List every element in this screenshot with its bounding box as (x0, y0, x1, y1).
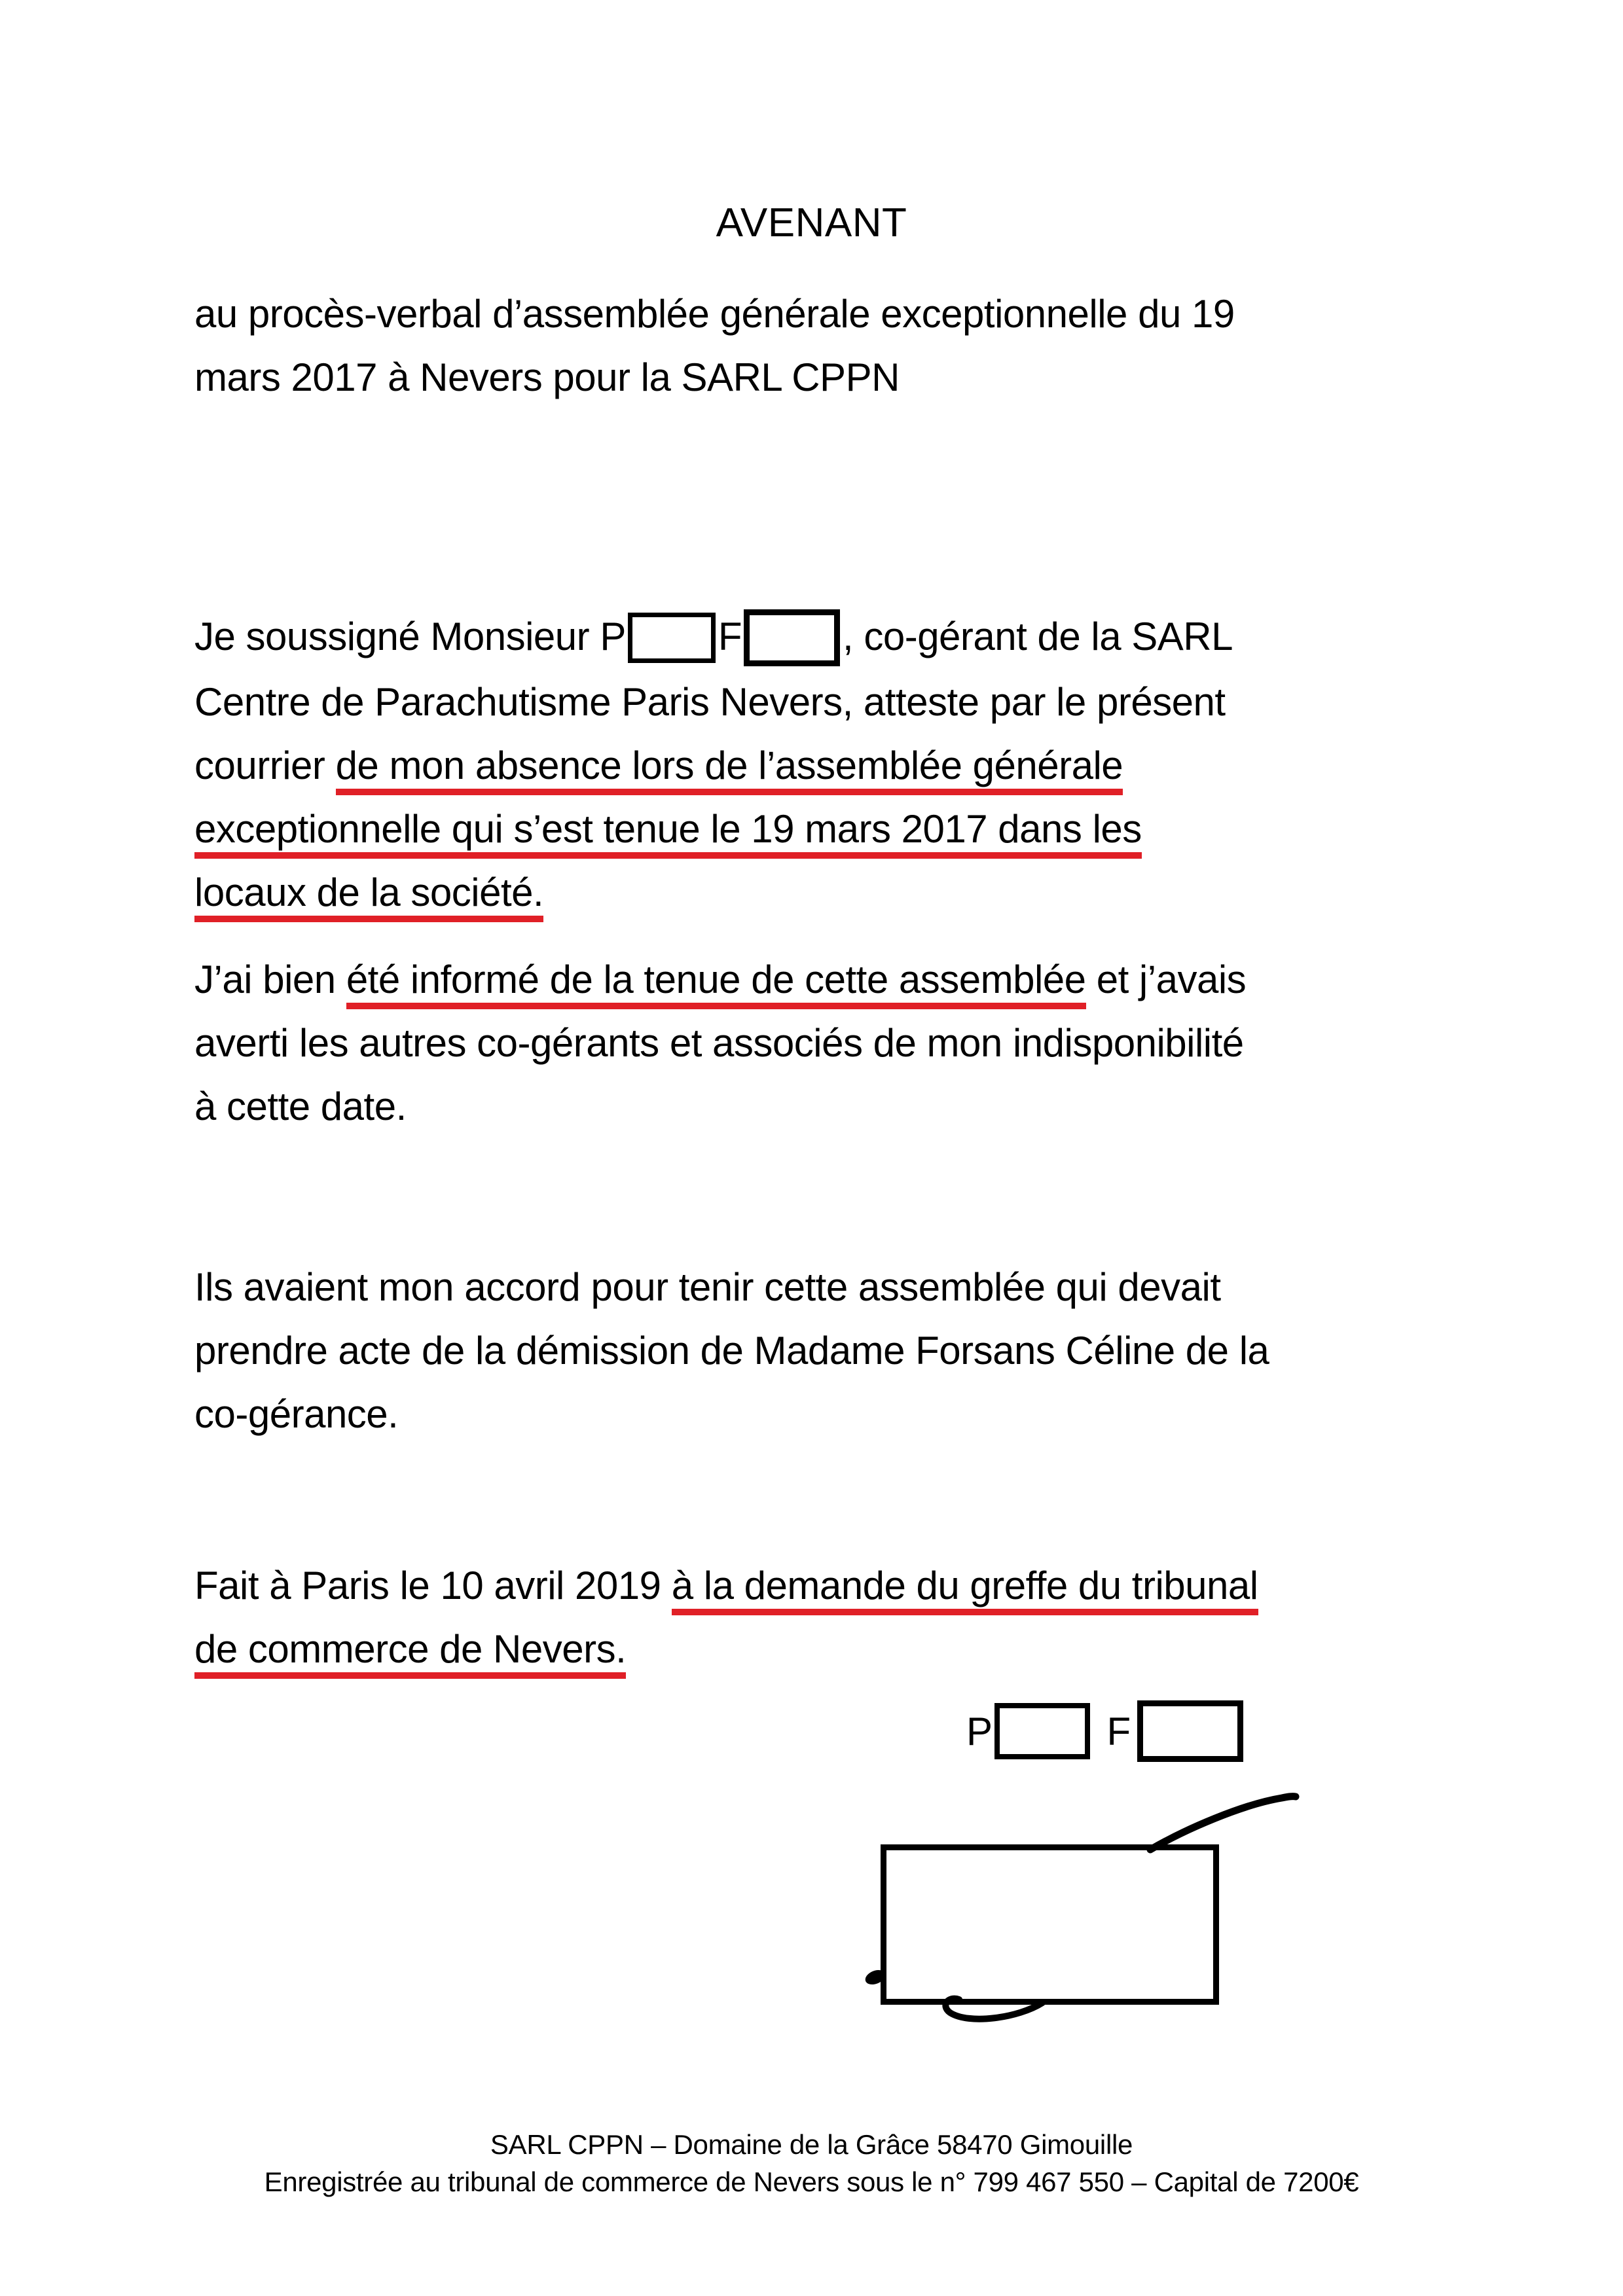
redacted-name-box (1137, 1700, 1243, 1762)
paragraph-fait-a-paris (194, 1554, 1258, 1681)
footer-line: Enregistrée au tribunal de commerce de Nevers sous le n° 799 467 550 – Capital de 7200€ (264, 2166, 1359, 2197)
body-line: J’ai bien été informé de la tenue de cette assemblée et j’avais (194, 948, 1246, 1011)
body-line: à cette date. (194, 1085, 407, 1128)
red-underlined-text: exceptionnelle qui s’est tenue le 19 mars 2017 dans les (194, 807, 1142, 859)
subtitle-line: mars 2017 à Nevers pour la SARL CPPN (194, 355, 900, 399)
red-underlined-text: été informé de la tenue de cette assemblée (346, 958, 1086, 1009)
body-line: Centre de Parachutisme Paris Nevers, atteste par le présent (194, 679, 1226, 724)
paragraph-informed (194, 948, 1246, 1138)
body-line: Fait à Paris le 10 avril 2019 à la demande du greffe du tribunal (194, 1554, 1258, 1617)
initial-f: F (1106, 1709, 1131, 1753)
footer (0, 2126, 1623, 2200)
redacted-name-box (994, 1703, 1090, 1759)
red-underlined-text: à la demande du greffe du tribunal (672, 1564, 1258, 1615)
body-line: prendre acte de la démission de Madame Forsans Céline de la (194, 1329, 1269, 1372)
paragraph-accord (194, 1255, 1269, 1446)
body-line: averti les autres co-gérants et associés de mon indisponibilité (194, 1021, 1244, 1065)
body-line: Je soussigné Monsieur P F , co-gérant de la SARL (194, 605, 1233, 670)
signature-initials-row (966, 1700, 1243, 1762)
red-underlined-text: de mon absence lors de l’assemblée générale (336, 744, 1123, 795)
signature-stroke-top (1150, 1797, 1296, 1850)
initial-p: P (966, 1709, 993, 1753)
red-underlined-text: de commerce de Nevers. (194, 1627, 626, 1679)
redacted-name-box (628, 613, 716, 663)
signature-redaction-box (881, 1844, 1219, 2005)
body-line: courrier de mon absence lors de l’assemblée générale (194, 734, 1233, 797)
document-subtitle (194, 282, 1235, 409)
document-title: AVENANT (716, 200, 907, 245)
body-line (194, 1617, 1258, 1681)
redacted-name-box (744, 609, 840, 666)
footer-line: SARL CPPN – Domaine de la Grâce 58470 Gimouille (490, 2129, 1133, 2160)
body-line: co-gérance. (194, 1392, 399, 1436)
paragraph-attestation (194, 605, 1233, 924)
body-line: Ils avaient mon accord pour tenir cette assemblée qui devait (194, 1265, 1221, 1309)
body-line (194, 861, 1233, 924)
red-underlined-text: locaux de la société. (194, 870, 543, 922)
subtitle-line: au procès-verbal d’assemblée générale exceptionnelle du 19 (194, 292, 1235, 336)
body-line (194, 797, 1233, 861)
